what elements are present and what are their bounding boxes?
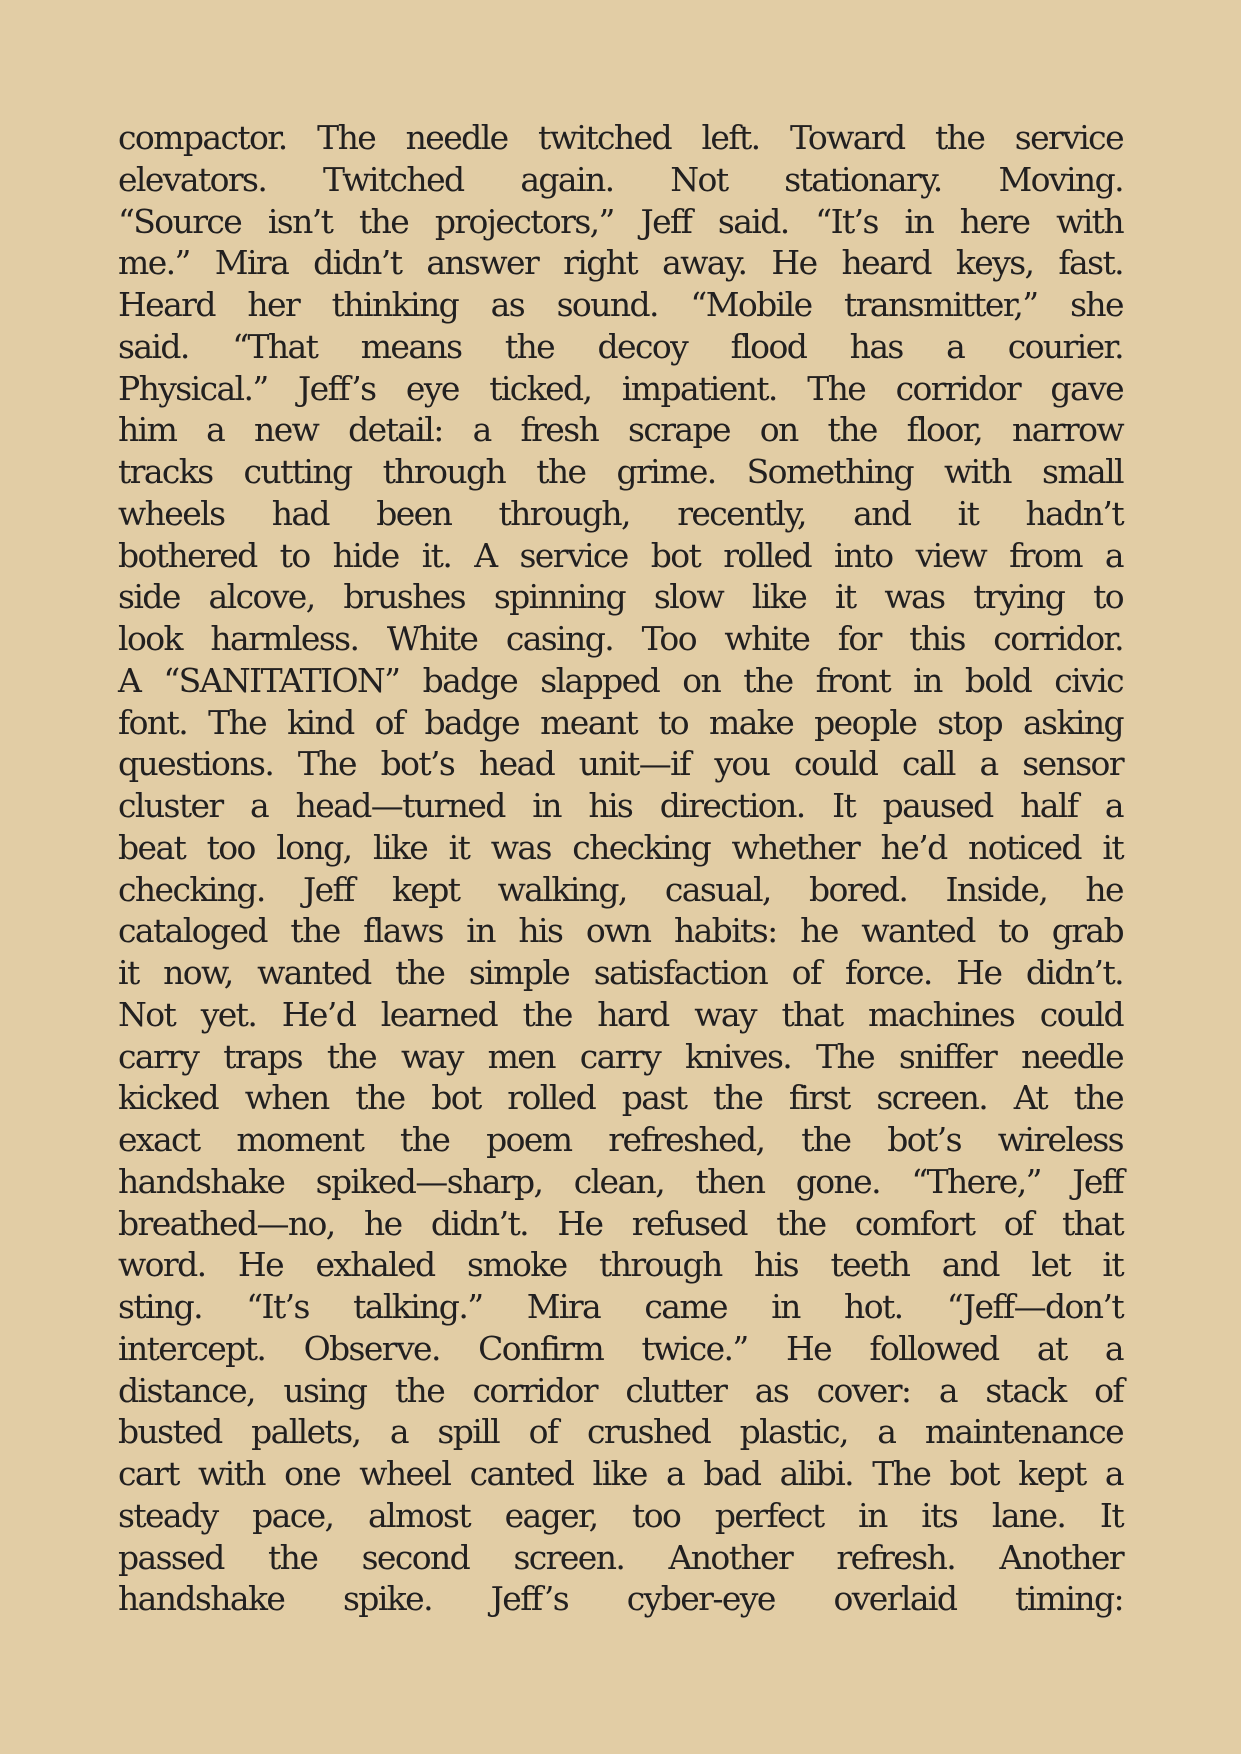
text-line: me.” Mira didn’t answer right away. He heard keys, fast.: [118, 243, 1123, 283]
body-text-block: [118, 117, 1123, 1620]
text-line: checking. Jeff kept walking, casual, bored. Inside, he: [118, 869, 1123, 909]
text-line: look harmless. White casing. Too white for this corridor.: [118, 619, 1123, 658]
text-line: busted pallets, a spill of crushed plastic, a maintenance: [118, 1412, 1123, 1452]
text-line: Not yet. He’d learned the hard way that machines could: [118, 994, 1123, 1034]
text-line: elevators. Twitched again. Not stationary. Moving.: [118, 159, 1123, 199]
text-line: cart with one wheel canted like a bad alibi. The bot kept a: [118, 1454, 1123, 1493]
text-line: sting. “It’s talking.” Mira came in hot. “Jeff—don’t: [118, 1287, 1123, 1326]
text-line: steady pace, almost eager, too perfect in its lane. It: [118, 1495, 1123, 1535]
text-line: passed the second screen. Another refresh. Another: [118, 1537, 1123, 1577]
text-line: side alcove, brushes spinning slow like it was trying to: [118, 577, 1123, 617]
text-line: handshake spike. Jeff’s cyber-eye overlaid timing:: [118, 1579, 1123, 1619]
text-line: tracks cutting through the grime. Something with small: [118, 452, 1123, 491]
text-line: exact moment the poem refreshed, the bot’s wireless: [118, 1120, 1123, 1159]
text-line: “Source isn’t the projectors,” Jeff said. “It’s in here with: [118, 201, 1123, 241]
text-line: Physical.” Jeff’s eye ticked, impatient. The corridor gave: [118, 368, 1123, 408]
text-line: Heard her thinking as sound. “Mobile transmitter,” she: [118, 285, 1123, 324]
text-line: it now, wanted the simple satisfaction of force. He didn’t.: [118, 953, 1123, 992]
text-line: carry traps the way men carry knives. The sniffer needle: [118, 1036, 1123, 1076]
text-line: handshake spiked—sharp, clean, then gone. “There,” Jeff: [118, 1161, 1123, 1201]
text-line: compactor. The needle twitched left. Toward the service: [118, 118, 1123, 157]
text-line: beat too long, like it was checking whether he’d noticed it: [118, 827, 1123, 867]
text-line: wheels had been through, recently, and it hadn’t: [118, 493, 1123, 533]
text-line: cluster a head—turned in his direction. It paused half a: [118, 786, 1123, 825]
text-line: questions. The bot’s head unit—if you could call a sensor: [118, 744, 1123, 784]
text-line: kicked when the bot rolled past the first screen. At the: [118, 1078, 1123, 1118]
text-line: distance, using the corridor clutter as cover: a stack of: [118, 1370, 1123, 1410]
text-line: breathed—no, he didn’t. He refused the comfort of that: [118, 1203, 1123, 1243]
text-line: font. The kind of badge meant to make people stop asking: [118, 702, 1123, 742]
text-line: cataloged the flaws in his own habits: he wanted to grab: [118, 911, 1123, 951]
text-line: word. He exhaled smoke through his teeth and let it: [118, 1245, 1123, 1285]
text-line: bothered to hide it. A service bot rolled into view from a: [118, 535, 1123, 575]
text-line: intercept. Observe. Confirm twice.” He followed at a: [118, 1328, 1123, 1368]
text-line: said. “That means the decoy flood has a courier.: [118, 326, 1123, 366]
text-line: him a new detail: a fresh scrape on the floor, narrow: [118, 410, 1123, 450]
text-line: A “SANITATION” badge slapped on the front in bold civic: [118, 660, 1123, 700]
